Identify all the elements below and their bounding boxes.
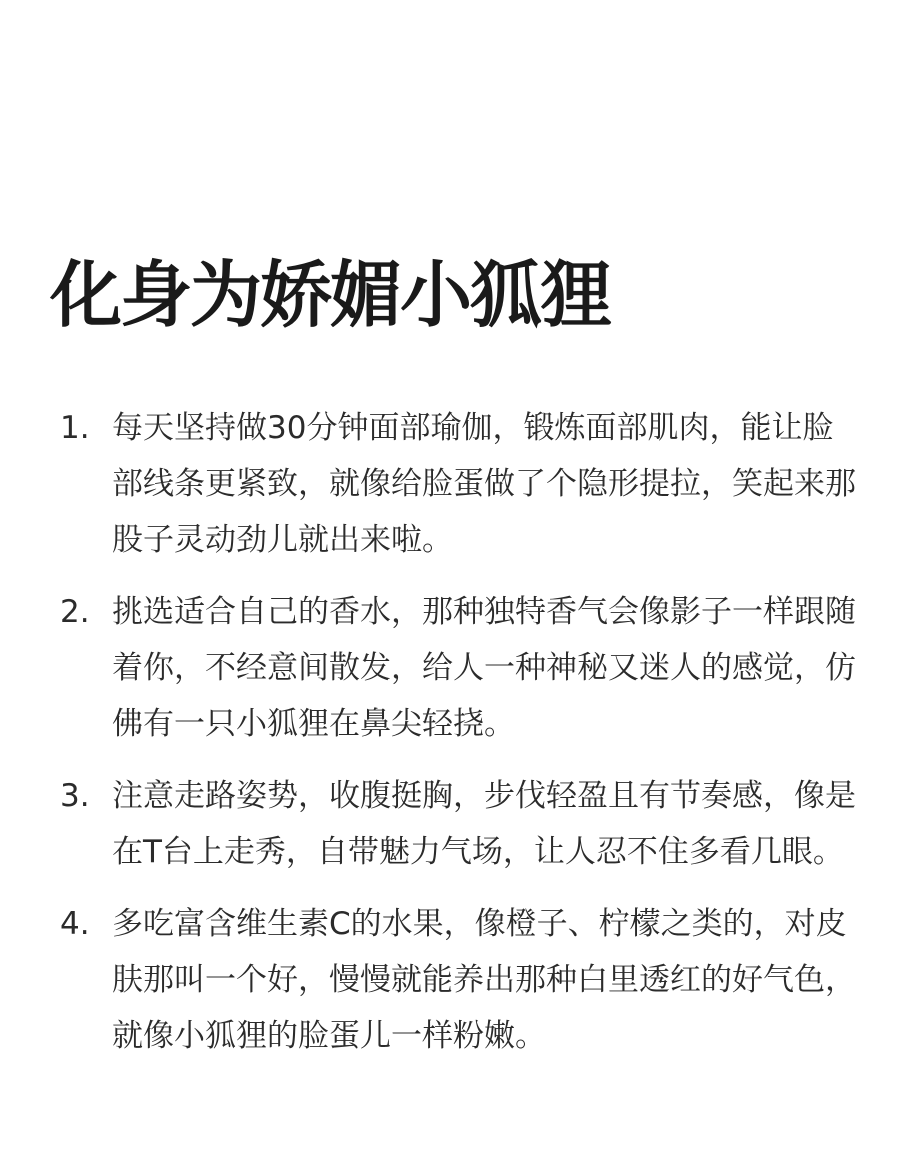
list-item-number: 2. <box>60 594 90 630</box>
list-item-text: 挑选适合自己的香水，那种独特香气会像影子一样跟随着你，不经意间散发，给人一种神秘又迷人的感觉，仿佛有一只小狐狸在鼻尖轻挠。 <box>112 594 856 742</box>
list-item-number: 1. <box>60 410 90 446</box>
list-item <box>0 768 900 880</box>
list-item-number: 4. <box>60 906 90 942</box>
list-item-text: 注意走路姿势，收腹挺胸，步伐轻盈且有节奏感，像是在T台上走秀，自带魅力气场，让人忍不住多看几眼。 <box>112 778 856 870</box>
page-title: 化身为娇媚小狐狸 <box>50 253 611 337</box>
list-item <box>0 896 900 1064</box>
list-item-number: 3. <box>60 778 90 814</box>
list-item-text: 每天坚持做30分钟面部瑜伽，锻炼面部肌肉，能让脸部线条更紧致，就像给脸蛋做了个隐形提拉，笑起来那股子灵动劲儿就出来啦。 <box>112 410 856 558</box>
tips-list <box>0 400 900 1080</box>
list-item-text: 多吃富含维生素C的水果，像橙子、柠檬之类的，对皮肤那叫一个好，慢慢就能养出那种白里透红的好气色，就像小狐狸的脸蛋儿一样粉嫩。 <box>112 906 856 1054</box>
list-item <box>0 584 900 752</box>
list-item <box>0 400 900 568</box>
